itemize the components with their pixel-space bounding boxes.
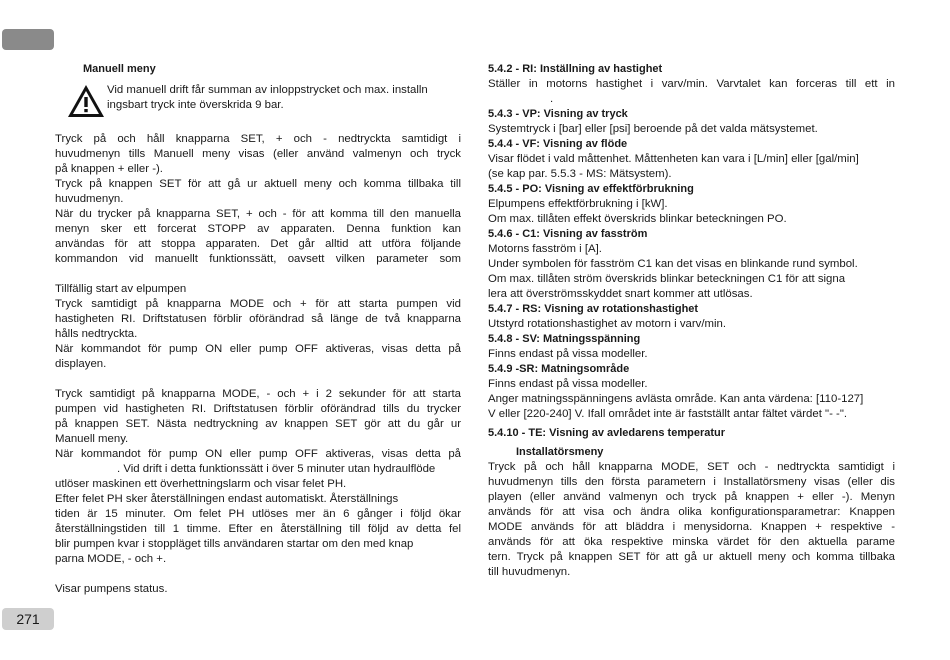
text-line: Elpumpens effektförbrukning i [kW]. xyxy=(488,198,668,210)
text-line: huvudmenyn tills Manuell meny visas (eller använd valmenyn och tryck xyxy=(55,148,461,160)
section-tab xyxy=(2,29,54,50)
text-line: Ställer in motorns hastighet i varv/min. Varvtalet kan forceras till ett in xyxy=(488,78,895,90)
text-line: till huvudmenyn. xyxy=(488,566,571,578)
text-line: Tryck på och håll knapparna SET, + och - nedtryckta samtidigt i xyxy=(55,133,461,145)
text-line: Systemtryck i [bar] eller [psi] beroende på det valda mätsystemet. xyxy=(488,123,818,135)
text-line: Tillfällig start av elpumpen xyxy=(55,283,187,295)
paragraph-temporary-start xyxy=(55,282,461,372)
section-title: 5.4.7 - RS: Visning av rotationshastighet xyxy=(488,303,699,315)
text-line: Tryck på och håll knapparna MODE, SET och - nedtryckta samtidigt i xyxy=(488,461,895,473)
text-line: När kommandot för pump ON eller pump OFF aktiveras, visas detta på xyxy=(55,448,461,460)
text-line: . xyxy=(550,93,554,105)
right-column xyxy=(488,62,895,580)
text-line: parna MODE, - och +. xyxy=(55,553,167,565)
text-line: Tryck samtidigt på knapparna MODE, - och + i 2 sekunder för att starta xyxy=(55,388,461,400)
text-line: När du trycker på knapparna SET, + och - för att komma till den manuella xyxy=(55,208,461,220)
text-line: på knappen SET. Nästa nedtryckning av knappen SET gör att du går ur xyxy=(55,418,461,430)
text-line: används för att öka respektive minska värdet för den aktuella parame xyxy=(488,536,895,548)
text-line: blir pumpen kvar i stoppläget tills användaren startar om den med knap xyxy=(55,538,414,550)
paragraph-manual-intro xyxy=(55,132,461,267)
heading-manual-menu: Manuell meny xyxy=(83,63,156,75)
warning-line: Vid manuell drift får summan av inloppstrycket och max. installn xyxy=(107,84,428,96)
pump-status-text: Visar pumpens status. xyxy=(55,583,168,595)
text-line: Tryck på knappen SET för att gå ur aktuell meny och komma tillbaka till xyxy=(55,178,461,190)
text-line: utlöser maskinen ett överhettningslarm och visar felet PH. xyxy=(55,478,347,490)
paragraph-forced-run xyxy=(55,387,461,567)
text-line: Anger matningsspänningens avlästa område. Kan anta värdena: [110-127] xyxy=(488,393,864,405)
text-line: Visar flödet i vald måttenhet. Måttenheten kan vara i [L/min] eller [gal/min] xyxy=(488,153,859,165)
text-line: menyn sker ett forcerat STOPP av apparaten. Denna funktion kan xyxy=(55,223,461,235)
section-title: 5.4.2 - RI: Inställning av hastighet xyxy=(488,63,663,75)
text-line: hastigheten RI. Driftstatusen förblir oförändrad så länge de två knapparna xyxy=(55,313,461,325)
text-line: kommandon vid manuellt funktionssätt, oavsett vilken parameter som xyxy=(55,253,461,265)
text-line: V eller [220-240] V. Ifall området inte är fastställt antar fältet värdet "- -". xyxy=(488,408,848,420)
text-line: Motorns fasström i [A]. xyxy=(488,243,602,255)
text-line: displayen. xyxy=(55,358,107,370)
section-title: 5.4.10 - TE: Visning av avledarens temperatur xyxy=(488,427,726,439)
text-line: på knappen + eller -). xyxy=(55,163,163,175)
text-line: Finns endast på vissa modeller. xyxy=(488,348,648,360)
text-line: playen (eller använd valmenyn och tryck på knappen + eller -). Menyn xyxy=(488,491,895,503)
warning-triangle-icon xyxy=(67,84,105,118)
text-line: hålls nedtryckta. xyxy=(55,328,138,340)
text-line: Utstyrd rotationshastighet av motorn i varv/min. xyxy=(488,318,727,330)
page-number: 271 xyxy=(2,608,54,630)
section-title: 5.4.5 - PO: Visning av effektförbrukning xyxy=(488,183,694,195)
heading-installer-menu: Installatörsmeny xyxy=(516,446,604,458)
text-line: (se kap par. 5.5.3 - MS: Mätsystem). xyxy=(488,168,672,180)
warning-block xyxy=(55,83,461,128)
text-line: Om max. tillåten effekt överskrids blinkar beteckningen PO. xyxy=(488,213,787,225)
text-line: Manuell meny. xyxy=(55,433,129,445)
text-line: Efter felet PH sker återställningen endast automatiskt. Återställnings xyxy=(55,493,399,505)
section-title: 5.4.3 - VP: Visning av tryck xyxy=(488,108,628,120)
text-line: tern. Tryck på knappen SET för att gå ur aktuell meny och komma tillbaka xyxy=(488,551,895,563)
text-line: användas för att stoppa apparaten. Det går alltid att utföra följande xyxy=(55,238,461,250)
text-line: lera att överströmsskyddet snart kommer att utlösas. xyxy=(488,288,753,300)
text-line: . Vid drift i detta funktionssätt i över 5 minuter utan hydraulflöde xyxy=(117,463,436,475)
section-title: 5.4.6 - C1: Visning av fasström xyxy=(488,228,648,240)
text-line: När kommandot för pump ON eller pump OFF aktiveras, visas detta på xyxy=(55,343,461,355)
text-line: MODE används för att bläddra i menysidorna. Knappen + respektive - xyxy=(488,521,895,533)
warning-text xyxy=(107,83,428,113)
text-line: används för att visa och ändra olika konfigurationsparametrar: Knappen xyxy=(488,506,895,518)
text-line: Finns endast på vissa modeller. xyxy=(488,378,648,390)
text-line: huvudmenyn tills den första parametern i Installatörsmeny visas (eller dis xyxy=(488,476,895,488)
text-line: Om max. tillåten ström överskrids blinkar beteckningen C1 för att signa xyxy=(488,273,846,285)
section-title: 5.4.8 - SV: Matningsspänning xyxy=(488,333,641,345)
section-title: 5.4.4 - VF: Visning av flöde xyxy=(488,138,628,150)
section-title: 5.4.9 -SR: Matningsområde xyxy=(488,363,630,375)
text-line: Under symbolen för fasström C1 kan det visas en blinkande rund symbol. xyxy=(488,258,858,270)
warning-line: ingsbart tryck inte överskrida 9 bar. xyxy=(107,99,284,111)
text-line: återställningstiden till 1 timme. Efter en återställning till följd av detta fel xyxy=(55,523,461,535)
text-line: Tryck samtidigt på knapparna MODE och + för att starta pumpen vid xyxy=(55,298,461,310)
left-column xyxy=(55,62,461,597)
text-line: pumpen vid hastigheten RI. Driftstatusen förblir oförändrad tills du trycker xyxy=(55,403,461,415)
text-line: tiden är 15 minuter. Om felet PH utlöses mer än 6 gånger i följd ökar xyxy=(55,508,461,520)
text-line: huvudmenyn. xyxy=(55,193,124,205)
